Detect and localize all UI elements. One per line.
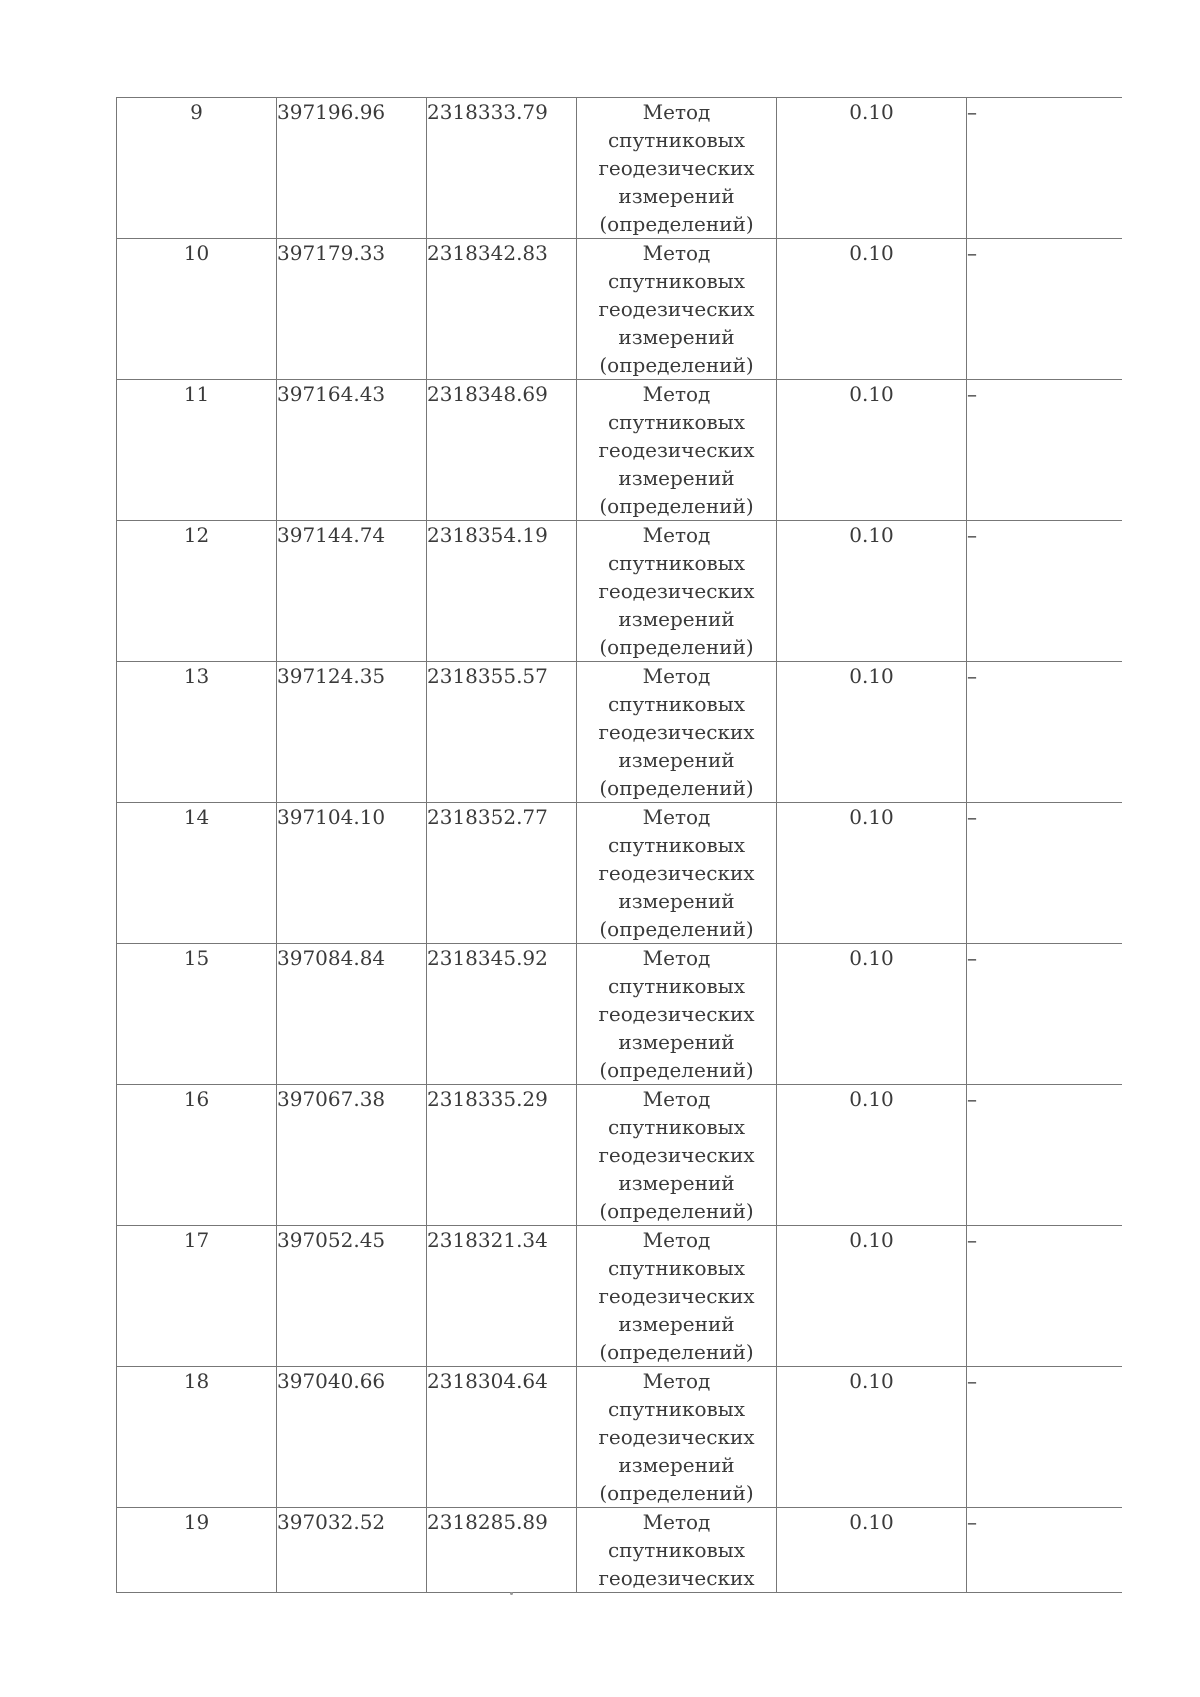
table-row <box>117 380 1122 521</box>
method-cell <box>577 98 777 239</box>
accuracy-value: 0.10 <box>777 239 967 380</box>
table-row <box>117 1367 1122 1508</box>
y-coordinate: 2318321.34 <box>427 1226 577 1367</box>
method-cell <box>577 662 777 803</box>
method-line: Метод <box>642 1510 711 1534</box>
method-cell <box>577 380 777 521</box>
note-value: – <box>967 380 1122 521</box>
method-line: измерений <box>618 1171 735 1195</box>
x-coordinate: 397040.66 <box>277 1367 427 1508</box>
method-line: спутниковых <box>607 1538 746 1562</box>
point-number: 11 <box>117 380 277 521</box>
accuracy-value: 0.10 <box>777 803 967 944</box>
method-line: спутниковых <box>607 1256 746 1280</box>
table-row <box>117 239 1122 380</box>
method-line: геодезических <box>598 1425 755 1449</box>
y-coordinate: 2318345.92 <box>427 944 577 1085</box>
method-line: измерений <box>618 607 735 631</box>
x-coordinate: 397032.52 <box>277 1508 427 1593</box>
point-number: 14 <box>117 803 277 944</box>
method-line: спутниковых <box>607 833 746 857</box>
point-number: 17 <box>117 1226 277 1367</box>
method-line: спутниковых <box>607 974 746 998</box>
x-coordinate: 397196.96 <box>277 98 427 239</box>
note-value: – <box>967 1508 1122 1593</box>
method-line: спутниковых <box>607 1115 746 1139</box>
accuracy-value: 0.10 <box>777 98 967 239</box>
point-number: 19 <box>117 1508 277 1593</box>
method-line: спутниковых <box>607 128 746 152</box>
scan-speck <box>510 1592 513 1595</box>
method-line: геодезических <box>598 1566 755 1590</box>
y-coordinate: 2318342.83 <box>427 239 577 380</box>
method-line: Метод <box>642 946 711 970</box>
table-row <box>117 662 1122 803</box>
point-number: 13 <box>117 662 277 803</box>
method-line: измерений <box>618 325 735 349</box>
method-cell <box>577 944 777 1085</box>
x-coordinate: 397179.33 <box>277 239 427 380</box>
table-row <box>117 98 1122 239</box>
x-coordinate: 397144.74 <box>277 521 427 662</box>
point-number: 12 <box>117 521 277 662</box>
method-line: геодезических <box>598 720 755 744</box>
point-number: 18 <box>117 1367 277 1508</box>
x-coordinate: 397104.10 <box>277 803 427 944</box>
method-line: Метод <box>642 805 711 829</box>
note-value: – <box>967 803 1122 944</box>
note-value: – <box>967 1226 1122 1367</box>
method-line: геодезических <box>598 1284 755 1308</box>
method-line: измерений <box>618 466 735 490</box>
method-line: Метод <box>642 523 711 547</box>
accuracy-value: 0.10 <box>777 521 967 662</box>
method-line: геодезических <box>598 297 755 321</box>
note-value: – <box>967 1367 1122 1508</box>
method-line: (определений) <box>599 776 754 800</box>
note-value: – <box>967 239 1122 380</box>
method-line: (определений) <box>599 917 754 941</box>
method-line: спутниковых <box>607 1397 746 1421</box>
method-line: геодезических <box>598 438 755 462</box>
note-value: – <box>967 944 1122 1085</box>
y-coordinate: 2318354.19 <box>427 521 577 662</box>
accuracy-value: 0.10 <box>777 380 967 521</box>
y-coordinate: 2318285.89 <box>427 1508 577 1593</box>
y-coordinate: 2318304.64 <box>427 1367 577 1508</box>
note-value: – <box>967 98 1122 239</box>
accuracy-value: 0.10 <box>777 662 967 803</box>
method-line: геодезических <box>598 1002 755 1026</box>
table-row <box>117 1085 1122 1226</box>
method-line: измерений <box>618 1453 735 1477</box>
method-line: (определений) <box>599 635 754 659</box>
method-cell <box>577 1226 777 1367</box>
point-number: 16 <box>117 1085 277 1226</box>
method-line: (определений) <box>599 212 754 236</box>
method-line: (определений) <box>599 1199 754 1223</box>
table-row <box>117 1508 1122 1593</box>
method-line: спутниковых <box>607 551 746 575</box>
method-line: (определений) <box>599 1340 754 1364</box>
y-coordinate: 2318335.29 <box>427 1085 577 1226</box>
method-line: Метод <box>642 664 711 688</box>
table-row <box>117 803 1122 944</box>
method-line: (определений) <box>599 494 754 518</box>
x-coordinate: 397084.84 <box>277 944 427 1085</box>
method-line: Метод <box>642 1087 711 1111</box>
method-line: измерений <box>618 748 735 772</box>
table-row <box>117 521 1122 662</box>
method-line: (определений) <box>599 353 754 377</box>
x-coordinate: 397124.35 <box>277 662 427 803</box>
note-value: – <box>967 1085 1122 1226</box>
x-coordinate: 397067.38 <box>277 1085 427 1226</box>
method-line: измерений <box>618 1312 735 1336</box>
method-line: Метод <box>642 382 711 406</box>
method-cell <box>577 521 777 662</box>
method-cell <box>577 1367 777 1508</box>
y-coordinate: 2318333.79 <box>427 98 577 239</box>
method-line: (определений) <box>599 1481 754 1505</box>
point-number: 15 <box>117 944 277 1085</box>
note-value: – <box>967 662 1122 803</box>
method-line: Метод <box>642 1228 711 1252</box>
method-line: геодезических <box>598 579 755 603</box>
method-cell <box>577 239 777 380</box>
method-line: измерений <box>618 889 735 913</box>
accuracy-value: 0.10 <box>777 1508 967 1593</box>
method-line: Метод <box>642 241 711 265</box>
x-coordinate: 397052.45 <box>277 1226 427 1367</box>
accuracy-value: 0.10 <box>777 1085 967 1226</box>
method-line: Метод <box>642 100 711 124</box>
note-value: – <box>967 521 1122 662</box>
method-line: геодезических <box>598 861 755 885</box>
method-cell <box>577 1508 777 1593</box>
method-line: Метод <box>642 1369 711 1393</box>
method-line: спутниковых <box>607 692 746 716</box>
method-line: измерений <box>618 184 735 208</box>
table-row <box>117 944 1122 1085</box>
accuracy-value: 0.10 <box>777 944 967 1085</box>
method-line: спутниковых <box>607 269 746 293</box>
point-number: 9 <box>117 98 277 239</box>
method-cell <box>577 1085 777 1226</box>
method-line: (определений) <box>599 1058 754 1082</box>
coordinates-table <box>116 97 1122 1593</box>
y-coordinate: 2318352.77 <box>427 803 577 944</box>
point-number: 10 <box>117 239 277 380</box>
table-row <box>117 1226 1122 1367</box>
method-cell <box>577 803 777 944</box>
method-line: спутниковых <box>607 410 746 434</box>
method-line: геодезических <box>598 156 755 180</box>
x-coordinate: 397164.43 <box>277 380 427 521</box>
y-coordinate: 2318348.69 <box>427 380 577 521</box>
accuracy-value: 0.10 <box>777 1367 967 1508</box>
y-coordinate: 2318355.57 <box>427 662 577 803</box>
method-line: измерений <box>618 1030 735 1054</box>
method-line: геодезических <box>598 1143 755 1167</box>
accuracy-value: 0.10 <box>777 1226 967 1367</box>
